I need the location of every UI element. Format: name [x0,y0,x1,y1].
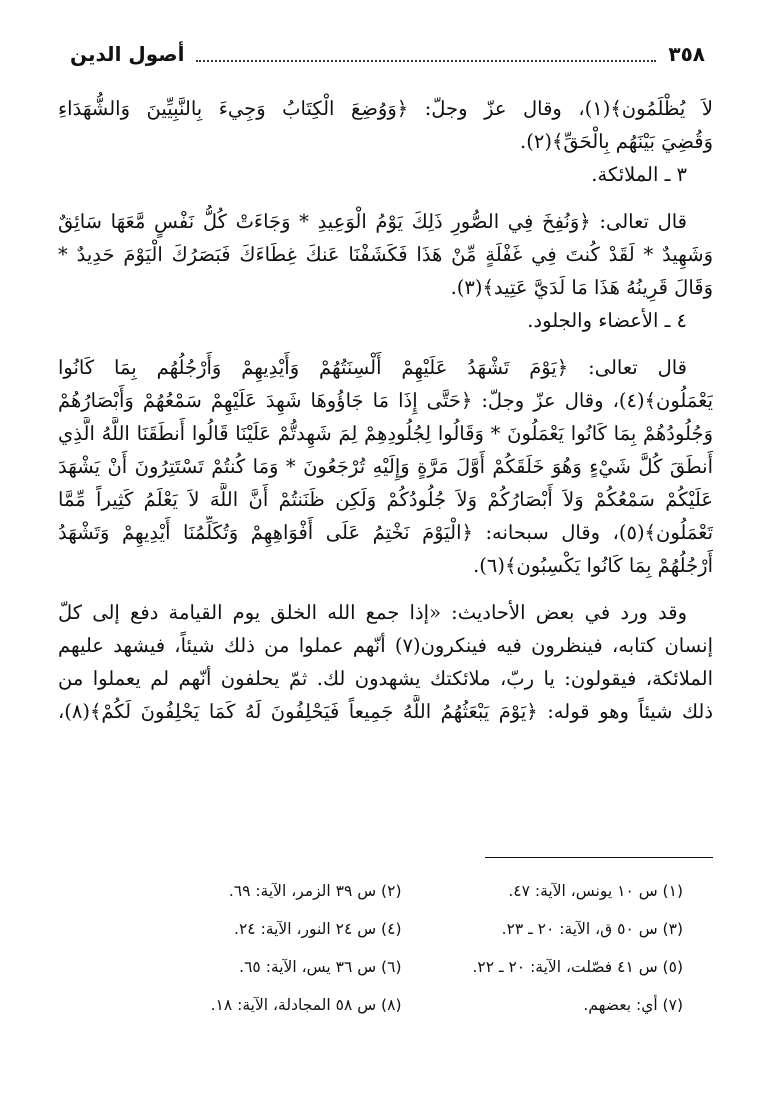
footnote: (٦) س ٣٦ يس، الآية: ٦٥. [239,958,402,976]
text-line: إنسان كتابه، فينظرون فيه فينكرون(٧) أنّهم عملوا من ذلك شيئاً، فيشهد عليهم [58,634,713,657]
text-line: وَقُضِيَ بَيْنَهُم بِالْحَقِّ﴾(٢). [520,130,713,153]
text-line: يَعْمَلُون﴾(٤)، وقال عزّ وجلّ: ﴿حَتَّى إِذَا مَا جَاؤُوهَا شَهِدَ عَلَيْهِمْ سَمْعُهُمْ وَأَبْصَارُهُمْ [58,389,713,412]
text-line: وَشَهِيدٌ * لَقَدْ كُنتَ فِي غَفْلَةٍ مِّنْ هَذَا فَكَشَفْنَا عَنكَ غِطَاءَكَ فَبَصَرُكَ الْيَوْمَ حَدِيدٌ * [58,243,713,266]
section-heading-angels: ٣ ـ الملائكة. [591,163,687,186]
text-line: وقد ورد في بعض الأحاديث: «إذا جمع الله الخلق يوم القيامة دفع إلى كلّ [58,601,687,624]
text-line: أَرْجُلُهُمْ بِمَا كَانُوا يَكْسِبُون﴾(٦). [473,554,713,577]
main-text [58,92,713,728]
footnote: (٤) س ٢٤ النور، الآية: ٢٤. [234,920,402,938]
text-line: عَلَيْكُمْ سَمْعُكُمْ وَلاَ أَبْصَارُكُمْ وَلاَ جُلُودُكُمْ وَلَكِن ظَنَنتُمْ أَنَّ اللَّهَ لاَ يَعْلَمُ كَثِيراً مِّمَّا [58,488,713,511]
footnote: (٥) س ٤١ فصّلت، الآية: ٢٠ ـ ٢٢. [472,958,683,976]
text-line: الملائكة، فيقولون: يا ربّ، ملائكتك يشهدون لك. ثمّ يحلفون أنّهم لم يعملوا من [58,667,713,690]
footnotes [120,878,683,1018]
page-header [70,34,705,74]
text-line: ذلك شيئاً وهو قوله: ﴿يَوْمَ يَبْعَثُهُمُ اللَّهُ جَمِيعاً فَيَحْلِفُونَ لَهُ كَمَا يَحْلِفُونَ لَكُمْ﴾(٨)، [58,700,713,723]
header-dotted-leader [196,46,656,62]
running-title: أصول الدين [70,42,185,66]
footnote: (٧) أي: بعضهم. [583,996,683,1014]
section-heading-limbs-and-skins: ٤ ـ الأعضاء والجلود. [527,309,687,332]
footnote: (٢) س ٣٩ الزمر، الآية: ٦٩. [228,882,402,900]
footnote-separator [485,857,713,858]
footnote: (١) س ١٠ يونس، الآية: ٤٧. [508,882,683,900]
text-line: تَعْمَلُون﴾(٥)، وقال سبحانه: ﴿الْيَوْمَ نَخْتِمُ عَلَى أَفْوَاهِهِمْ وَتُكَلِّمُنَا أَيْدِيهِمْ وَتَشْهَدُ [58,521,713,544]
footnote: (٨) س ٥٨ المجادلة، الآية: ١٨. [210,996,402,1014]
text-line: وَجُلُودُهُمْ بِمَا كَانُوا يَعْمَلُونَ * وَقَالُوا لِجُلُودِهِمْ لِمَ شَهِدتُّمْ عَلَيْنَا قَالُوا أَنطَقَنَا اللَّهُ الَّذِي [58,422,713,445]
text-line: قال تعالى: ﴿وَنُفِخَ فِي الصُّورِ ذَلِكَ يَوْمُ الْوَعِيدِ * وَجَاءَتْ كُلُّ نَفْسٍ مَّعَهَا سَائِقٌ [58,210,687,233]
text-line: وَقَالَ قَرِينُهُ هَذَا مَا لَدَيَّ عَتِيد﴾(٣). [450,276,713,299]
text-line: لاَ يُظْلَمُون﴾(١)، وقال عزّ وجلّ: ﴿وَوُضِعَ الْكِتَابُ وَجِيءَ بِالنَّبِيِّينَ وَالشُّهَدَاءِ [58,97,713,120]
footnote: (٣) س ٥٠ ق، الآية: ٢٠ ـ ٢٣. [501,920,683,938]
text-line: أَنطَقَ كُلَّ شَيْءٍ وَهُوَ خَلَقَكُمْ أَوَّلَ مَرَّةٍ وَإِلَيْهِ تُرْجَعُونَ * وَمَا كُنتُمْ تَسْتَتِرُونَ أَنْ يَشْهَدَ [58,455,713,478]
text-line: قال تعالى: ﴿يَوْمَ تَشْهَدُ عَلَيْهِمْ أَلْسِنَتُهُمْ وَأَيْدِيهِمْ وَأَرْجُلُهُم بِمَا كَانُوا [58,356,687,379]
page-number: ٣٥٨ [668,42,705,66]
